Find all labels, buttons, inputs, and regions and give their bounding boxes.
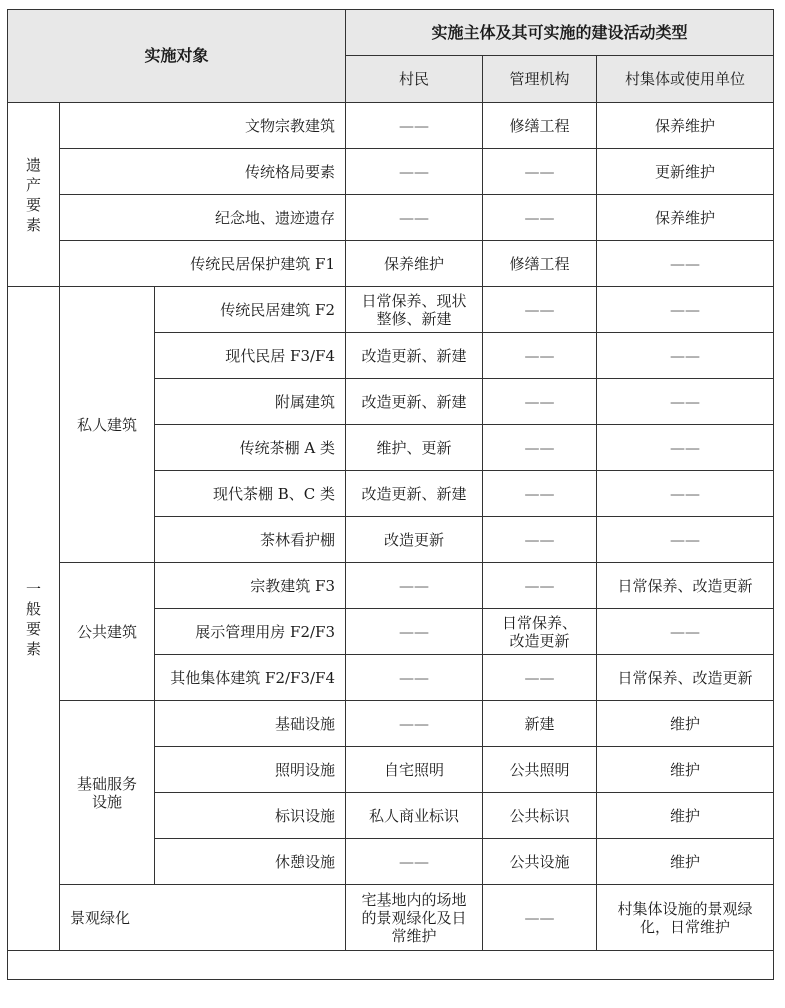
table-row (8, 563, 774, 609)
collective-cell: 维护 (597, 747, 774, 793)
villager-cell: —— (346, 701, 483, 747)
item-cell: 照明设施 (155, 747, 346, 793)
table-row (8, 885, 774, 951)
item-cell: 标识设施 (155, 793, 346, 839)
item-cell: 现代茶棚 B、C 类 (155, 471, 346, 517)
collective-cell: 维护 (597, 701, 774, 747)
category-label: 遗产要素 (26, 155, 42, 234)
item-cell: 基础设施 (155, 701, 346, 747)
category-general (8, 287, 60, 951)
villager-cell: —— (346, 103, 483, 149)
collective-cell: —— (597, 517, 774, 563)
table-row (8, 149, 774, 195)
item-cell: 传统民居建筑 F2 (155, 287, 346, 333)
collective-cell: 保养维护 (597, 103, 774, 149)
collective-cell: 村集体设施的景观绿化，日常维护 (597, 885, 774, 951)
category-label: 一般要素 (26, 579, 42, 658)
villager-cell: 日常保养、现状整修、新建 (346, 287, 483, 333)
admin-cell: —— (483, 655, 597, 701)
admin-cell: —— (483, 287, 597, 333)
admin-cell: —— (483, 195, 597, 241)
table-row (8, 701, 774, 747)
collective-cell: —— (597, 241, 774, 287)
item-cell: 纪念地、遗迹遗存 (60, 195, 346, 241)
item-cell: 茶林看护棚 (155, 517, 346, 563)
footer-empty-cell (8, 951, 774, 980)
item-landscape: 景观绿化 (60, 885, 346, 951)
collective-cell: —— (597, 287, 774, 333)
footer-row (8, 951, 774, 980)
collective-cell: —— (597, 425, 774, 471)
collective-cell: —— (597, 379, 774, 425)
admin-cell: —— (483, 425, 597, 471)
villager-cell: 改造更新、新建 (346, 333, 483, 379)
admin-cell: 公共照明 (483, 747, 597, 793)
item-cell: 其他集体建筑 F2/F3/F4 (155, 655, 346, 701)
item-cell: 展示管理用房 F2/F3 (155, 609, 346, 655)
collective-cell: 日常保养、改造更新 (597, 655, 774, 701)
collective-cell: 维护 (597, 839, 774, 885)
item-cell: 休憩设施 (155, 839, 346, 885)
category-heritage (8, 103, 60, 287)
villager-cell: 改造更新、新建 (346, 379, 483, 425)
header-villager: 村民 (346, 56, 483, 103)
item-cell: 宗教建筑 F3 (155, 563, 346, 609)
admin-cell: 新建 (483, 701, 597, 747)
table-row (8, 195, 774, 241)
header-group: 实施主体及其可实施的建设活动类型 (346, 10, 774, 56)
villager-cell: —— (346, 563, 483, 609)
villager-cell: —— (346, 195, 483, 241)
item-cell: 传统茶棚 A 类 (155, 425, 346, 471)
villager-cell: 私人商业标识 (346, 793, 483, 839)
table-row (8, 103, 774, 149)
admin-cell: 日常保养、改造更新 (483, 609, 597, 655)
item-cell: 传统民居保护建筑 F1 (60, 241, 346, 287)
table-row (8, 241, 774, 287)
admin-cell: 公共标识 (483, 793, 597, 839)
villager-cell: 自宅照明 (346, 747, 483, 793)
item-cell: 现代民居 F3/F4 (155, 333, 346, 379)
villager-cell: 宅基地内的场地的景观绿化及日常维护 (346, 885, 483, 951)
villager-cell: —— (346, 149, 483, 195)
header-collective: 村集体或使用单位 (597, 56, 774, 103)
villager-cell: —— (346, 655, 483, 701)
header-object: 实施对象 (8, 10, 346, 103)
admin-cell: —— (483, 149, 597, 195)
item-cell: 文物宗教建筑 (60, 103, 346, 149)
item-cell: 传统格局要素 (60, 149, 346, 195)
villager-cell: 改造更新、新建 (346, 471, 483, 517)
collective-cell: 维护 (597, 793, 774, 839)
villager-cell: 改造更新 (346, 517, 483, 563)
admin-cell: —— (483, 471, 597, 517)
subcategory-private: 私人建筑 (60, 287, 155, 563)
subcategory-public: 公共建筑 (60, 563, 155, 701)
admin-cell: —— (483, 563, 597, 609)
collective-cell: —— (597, 609, 774, 655)
collective-cell: —— (597, 333, 774, 379)
collective-cell: —— (597, 471, 774, 517)
table-row (8, 287, 774, 333)
collective-cell: 日常保养、改造更新 (597, 563, 774, 609)
villager-cell: 维护、更新 (346, 425, 483, 471)
collective-cell: 更新维护 (597, 149, 774, 195)
villager-cell: 保养维护 (346, 241, 483, 287)
header-admin: 管理机构 (483, 56, 597, 103)
subcategory-infrastructure: 基础服务设施 (60, 701, 155, 885)
collective-cell: 保养维护 (597, 195, 774, 241)
villager-cell: —— (346, 839, 483, 885)
villager-cell: —— (346, 609, 483, 655)
admin-cell: 修缮工程 (483, 103, 597, 149)
admin-cell: —— (483, 517, 597, 563)
header-row (8, 10, 774, 56)
admin-cell: 修缮工程 (483, 241, 597, 287)
admin-cell: 公共设施 (483, 839, 597, 885)
admin-cell: —— (483, 885, 597, 951)
admin-cell: —— (483, 379, 597, 425)
activity-table (7, 9, 774, 980)
item-cell: 附属建筑 (155, 379, 346, 425)
admin-cell: —— (483, 333, 597, 379)
